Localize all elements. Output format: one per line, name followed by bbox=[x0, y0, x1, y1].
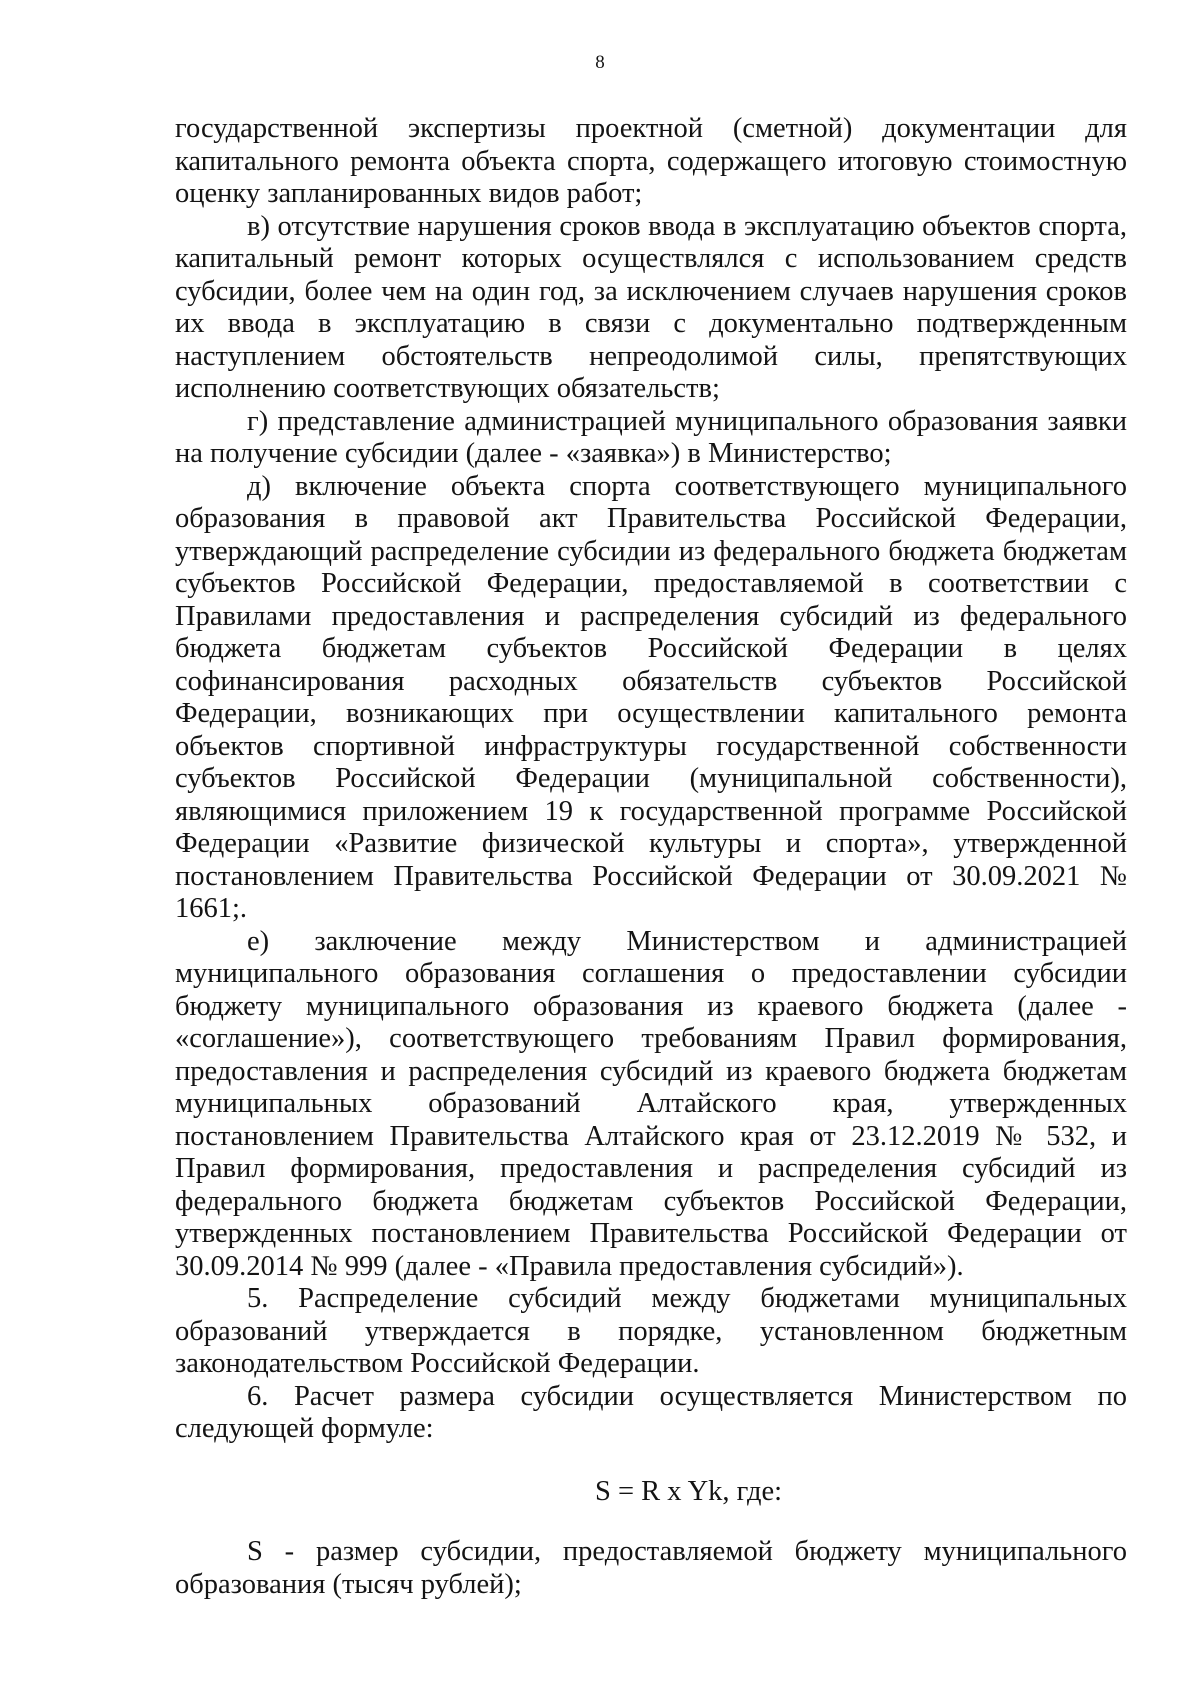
paragraph-section-6: 6. Расчет размера субсидии осуществляется Министерством по следующей формуле: bbox=[175, 1380, 1127, 1444]
document-body bbox=[175, 113, 1127, 1601]
subsidy-formula: S = R x Yk, где: bbox=[594, 1475, 783, 1507]
definition-s: S - размер субсидии, предоставляемой бюджету муниципального образования (тысяч рублей); bbox=[175, 1536, 1127, 1600]
paragraph-item-g: г) представление администрацией муниципального образования заявки на получение субсидии (далее - «заявка») в Министерство; bbox=[175, 405, 1127, 469]
paragraph-item-v: в) отсутствие нарушения сроков ввода в эксплуатацию объектов спорта, капитальный ремонт которых осуществлялся с использованием средств субсидии, более чем на один год, за исключением случаев нарушения сроков их ввода в эксплуатацию в связи с документально подтвержденным наступлением обстоятельств непреодолимой силы, препятствующих исполнению соответствующих обязательств; bbox=[175, 210, 1127, 404]
paragraph-continuation: государственной экспертизы проектной (сметной) документации для капитального ремонта объекта спорта, содержащего итоговую стоимостную оценку запланированных видов работ; bbox=[175, 113, 1127, 209]
page-number: 8 bbox=[595, 52, 605, 73]
paragraph-section-5: 5. Распределение субсидий между бюджетами муниципальных образований утверждается в порядке, установленном бюджетным законодательством Российской Федерации. bbox=[175, 1283, 1127, 1379]
paragraph-item-d: д) включение объекта спорта соответствующего муниципального образования в правовой акт Правительства Российской Федерации, утверждающий распределение субсидии из федерального бюджета бюджетам субъектов Российской Федерации, предоставляемой в соответствии с Правилами предоставления и распределения субсидий из федерального бюджета бюджетам субъектов Российской Федерации в целях софинансирования расходных обязательств субъектов Российской Федерации, возникающих при осуществлении капитального ремонта объектов спортивной инфраструктуры государственной собственности субъектов Российской Федерации (муниципальной собственности), являющимися приложением 19 к государственной программе Российской Федерации «Развитие физической культуры и спорта», утвержденной постановлением Правительства Российской Федерации от 30.09.2021 № 1661;. bbox=[175, 470, 1127, 924]
paragraph-item-e: е) заключение между Министерством и администрацией муниципального образования соглашения о предоставлении субсидии бюджету муниципального образования из краевого бюджета (далее - «соглашение»), соответствующего требованиям Правил формирования, предоставления и распределения субсидий из краевого бюджета бюджетам муниципальных образований Алтайского края, утвержденных постановлением Правительства Алтайского края от 23.12.2019 № 532, и Правил формирования, предоставления и распределения субсидий из федерального бюджета бюджетам субъектов Российской Федерации, утвержденных постановлением Правительства Российской Федерации от 30.09.2014 № 999 (далее - «Правила предоставления субсидий»). bbox=[175, 925, 1127, 1282]
